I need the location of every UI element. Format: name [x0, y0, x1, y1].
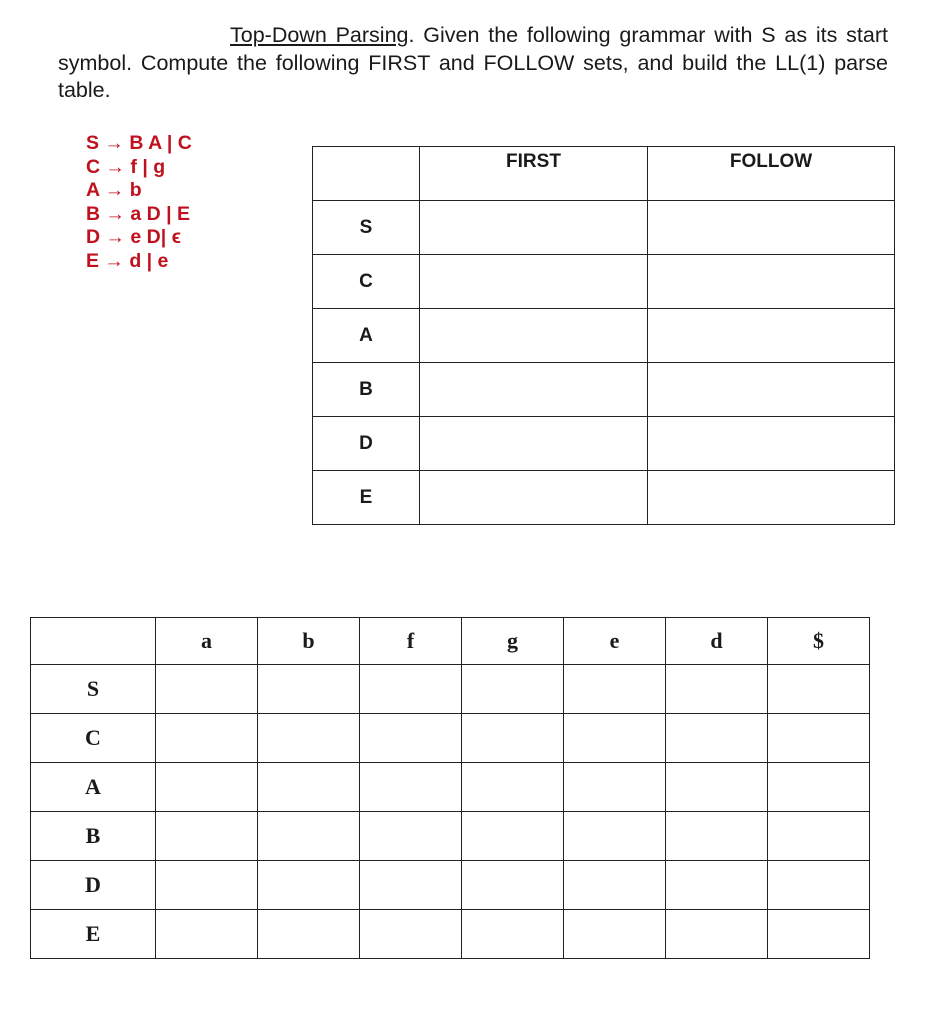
grammar-rule: B → a D | E: [86, 202, 191, 225]
first-header: FIRST: [420, 147, 648, 201]
table-row: [313, 471, 895, 525]
parse-cell[interactable]: [666, 861, 768, 910]
nonterminal-label: D: [313, 417, 420, 471]
nonterminal-label: A: [31, 763, 156, 812]
grammar-rule: A → b: [86, 179, 142, 201]
parse-cell[interactable]: [462, 910, 564, 959]
nonterminal-label: E: [313, 471, 420, 525]
parse-cell[interactable]: [462, 861, 564, 910]
parse-cell[interactable]: [258, 910, 360, 959]
table-row: [31, 812, 870, 861]
terminal-header: f: [360, 618, 462, 665]
parse-table-header-row: [31, 618, 870, 665]
table-row: [313, 255, 895, 309]
parse-cell[interactable]: [360, 665, 462, 714]
table-row: [313, 309, 895, 363]
parse-cell[interactable]: [564, 910, 666, 959]
parse-cell[interactable]: [564, 714, 666, 763]
follow-set-cell[interactable]: [648, 363, 895, 417]
table-row: [31, 910, 870, 959]
parse-cell[interactable]: [462, 714, 564, 763]
parse-cell[interactable]: [258, 861, 360, 910]
follow-set-cell[interactable]: [648, 471, 895, 525]
grammar-rule: E → d | e: [86, 249, 169, 272]
parse-cell[interactable]: [666, 910, 768, 959]
first-set-cell[interactable]: [420, 201, 648, 255]
follow-header: FOLLOW: [648, 147, 895, 201]
ll1-parse-table: [30, 617, 870, 959]
parse-cell[interactable]: [360, 763, 462, 812]
parse-cell[interactable]: [666, 763, 768, 812]
terminal-header: b: [258, 618, 360, 665]
terminal-header: $: [768, 618, 870, 665]
parse-cell[interactable]: [666, 812, 768, 861]
grammar-rule: S → B A | C: [86, 132, 192, 154]
table-row: [313, 417, 895, 471]
parse-cell[interactable]: [666, 665, 768, 714]
parse-cell[interactable]: [156, 861, 258, 910]
parse-cell[interactable]: [768, 714, 870, 763]
parse-cell[interactable]: [768, 665, 870, 714]
parse-cell[interactable]: [258, 763, 360, 812]
first-follow-table: [312, 146, 895, 525]
first-set-cell[interactable]: [420, 363, 648, 417]
nonterminal-label: S: [313, 201, 420, 255]
table-row: [31, 861, 870, 910]
parse-cell[interactable]: [768, 763, 870, 812]
grammar-rule: C → f | g: [86, 155, 166, 178]
nonterminal-label: C: [313, 255, 420, 309]
grammar-rules: [86, 132, 192, 273]
terminal-header: e: [564, 618, 666, 665]
parse-cell[interactable]: [156, 812, 258, 861]
parse-cell[interactable]: [666, 714, 768, 763]
parse-cell[interactable]: [462, 665, 564, 714]
header-blank-cell: [313, 147, 420, 201]
nonterminal-label: B: [313, 363, 420, 417]
parse-cell[interactable]: [462, 763, 564, 812]
parse-cell[interactable]: [360, 812, 462, 861]
parse-cell[interactable]: [156, 714, 258, 763]
follow-set-cell[interactable]: [648, 201, 895, 255]
parse-cell[interactable]: [156, 763, 258, 812]
table-row: [313, 363, 895, 417]
parse-cell[interactable]: [360, 861, 462, 910]
terminal-header: g: [462, 618, 564, 665]
follow-set-cell[interactable]: [648, 309, 895, 363]
parse-cell[interactable]: [564, 763, 666, 812]
terminal-header: d: [666, 618, 768, 665]
problem-text: . Given the following grammar with S as its start symbol. Compute the following FIRST and FOLLOW sets, and build the LL(1) parse table.: [58, 23, 888, 102]
nonterminal-label: S: [31, 665, 156, 714]
first-follow-header-row: [313, 147, 895, 201]
parse-cell[interactable]: [360, 910, 462, 959]
terminal-header: a: [156, 618, 258, 665]
first-set-cell[interactable]: [420, 255, 648, 309]
parse-cell[interactable]: [258, 665, 360, 714]
parse-cell[interactable]: [768, 861, 870, 910]
first-set-cell[interactable]: [420, 309, 648, 363]
parse-cell[interactable]: [564, 861, 666, 910]
nonterminal-label: D: [31, 861, 156, 910]
parse-cell[interactable]: [768, 812, 870, 861]
first-set-cell[interactable]: [420, 417, 648, 471]
problem-statement: [58, 22, 888, 105]
parse-cell[interactable]: [156, 665, 258, 714]
grammar-rule: D → e D| ϵ: [86, 226, 181, 248]
parse-cell[interactable]: [258, 714, 360, 763]
nonterminal-label: E: [31, 910, 156, 959]
table-row: [31, 714, 870, 763]
parse-cell[interactable]: [564, 665, 666, 714]
problem-title: Top-Down Parsing: [230, 23, 409, 47]
parse-cell[interactable]: [360, 714, 462, 763]
first-set-cell[interactable]: [420, 471, 648, 525]
parse-cell[interactable]: [564, 812, 666, 861]
follow-set-cell[interactable]: [648, 255, 895, 309]
nonterminal-label: A: [313, 309, 420, 363]
nonterminal-label: C: [31, 714, 156, 763]
follow-set-cell[interactable]: [648, 417, 895, 471]
table-row: [313, 201, 895, 255]
parse-cell[interactable]: [462, 812, 564, 861]
nonterminal-label: B: [31, 812, 156, 861]
table-row: [31, 665, 870, 714]
parse-cell[interactable]: [156, 910, 258, 959]
parse-cell[interactable]: [768, 910, 870, 959]
parse-cell[interactable]: [258, 812, 360, 861]
parse-table-corner: [31, 618, 156, 665]
table-row: [31, 763, 870, 812]
